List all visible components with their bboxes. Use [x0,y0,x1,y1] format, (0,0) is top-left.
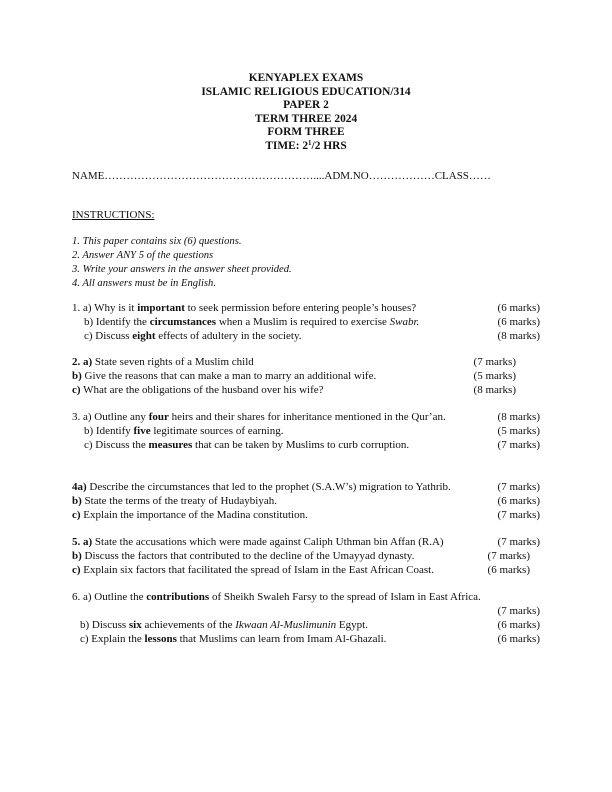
marks-4a: (7 marks) [497,481,540,493]
marks-5c: (6 marks) [487,564,530,576]
marks-2b: (5 marks) [473,370,516,382]
question-3a: 3. a) Outline any four heirs and their shares for inheritance mentioned in the Qur’an. [72,411,446,423]
question-5b: b) Discuss the factors that contributed to the decline of the Umayyad dynasty. [72,550,415,562]
question-1b: b) Identify the circumstances when a Muslim is required to exercise Swabr. [84,316,420,328]
paper-number: PAPER 2 [283,99,329,112]
subject-title: ISLAMIC RELIGIOUS EDUCATION/314 [201,85,411,98]
question-5a: 5. a) State the accusations which were made against Caliph Uthman bin Affan (R.A) [72,536,444,548]
marks-4b: (6 marks) [497,495,540,507]
name-adm-class-line: NAME…………………………………………………....ADM.NO………………CLASS…… [72,170,491,182]
question-1a: 1. a) Why is it important to seek permission before entering people’s houses? [72,302,417,314]
term-title: TERM THREE 2024 [254,112,358,125]
marks-2a: (7 marks) [473,356,516,368]
instruction-item: 2. Answer ANY 5 of the questions [72,250,214,261]
marks-1c: (8 marks) [497,330,540,342]
marks-3b: (5 marks) [497,425,540,437]
marks-3a: (8 marks) [497,411,540,423]
marks-6b: (6 marks) [497,619,540,631]
marks-2c: (8 marks) [473,384,516,396]
question-6c: c) Explain the lessons that Muslims can learn from Imam Al-Ghazali. [80,633,387,645]
question-2c: c) What are the obligations of the husband over his wife? [72,384,324,396]
question-6a: 6. a) Outline the contributions of Sheikh Swaleh Farsy to the spread of Islam in East Africa. [72,591,481,603]
question-6b: b) Discuss six achievements of the Ikwaan Al-Muslimunin Egypt. [80,619,368,631]
exam-body-title: KENYAPLEX EXAMS [248,72,364,84]
question-3b: b) Identify five legitimate sources of earning. [84,425,284,437]
marks-5a: (7 marks) [497,536,540,548]
question-2a: 2. a) State seven rights of a Muslim child [72,356,254,368]
marks-1a: (6 marks) [497,302,540,314]
instruction-item: 1. This paper contains six (6) questions. [72,236,242,247]
question-4c: c) Explain the importance of the Madina constitution. [72,509,308,521]
question-4b: b) State the terms of the treaty of Hudaybiyah. [72,495,277,507]
form-title: FORM THREE [267,126,345,139]
marks-4c: (7 marks) [497,509,540,521]
marks-5b: (7 marks) [487,550,530,562]
marks-6a: (7 marks) [497,605,540,617]
instructions-heading: INSTRUCTIONS: [72,209,155,221]
question-4a: 4a) Describe the circumstances that led to the prophet (S.A.W’s) migration to Yathrib. [72,481,451,493]
marks-6c: (6 marks) [497,633,540,645]
time-allowed: TIME: $2^1/2$ HRS [265,138,347,152]
instruction-item: 3. Write your answers in the answer sheet provided. [72,264,292,275]
instruction-item: 4. All answers must be in English. [72,278,217,289]
marks-3c: (7 marks) [497,439,540,451]
marks-1b: (6 marks) [497,316,540,328]
question-5c: c) Explain six factors that facilitated the spread of Islam in the East African Coast. [72,564,434,576]
exam-header [0,72,612,154]
question-3c: c) Discuss the measures that can be taken by Muslims to curb corruption. [84,439,410,451]
question-2b: b) Give the reasons that can make a man to marry an additional wife. [72,370,377,382]
question-1c: c) Discuss eight effects of adultery in the society. [84,330,302,342]
